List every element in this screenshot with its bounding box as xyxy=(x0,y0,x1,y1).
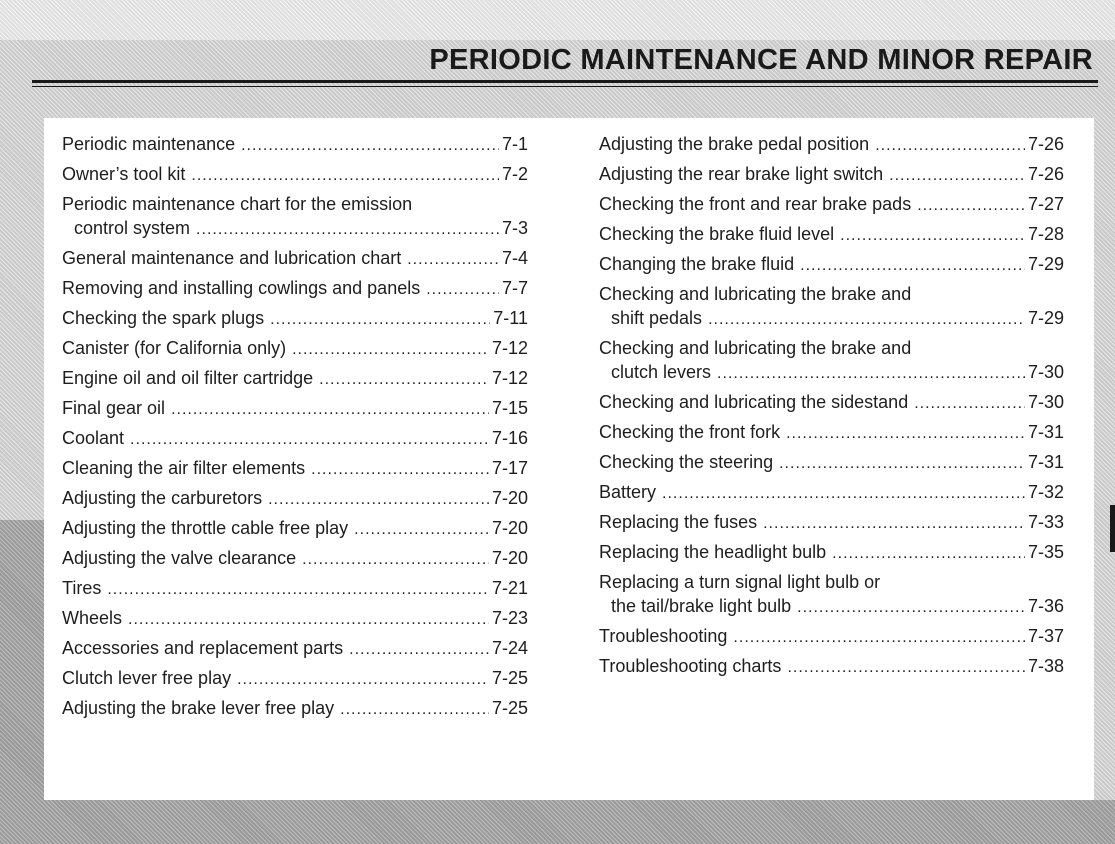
toc-entry xyxy=(599,252,1064,278)
toc-entry-title: Replacing the fuses xyxy=(599,512,758,532)
toc-page-number: 7-37 xyxy=(1027,626,1064,646)
toc-entry xyxy=(62,306,528,332)
dot-leader xyxy=(840,224,1025,248)
toc-page-number: 7-29 xyxy=(1027,254,1064,274)
toc-entry-title: Troubleshooting xyxy=(599,626,728,646)
toc-entry xyxy=(599,510,1064,536)
dot-leader xyxy=(786,422,1025,446)
toc-entry xyxy=(599,282,1064,332)
top-band xyxy=(0,0,1115,40)
toc-page-number: 7-36 xyxy=(1027,596,1064,616)
toc-page-number: 7-7 xyxy=(501,278,528,298)
toc-entry xyxy=(62,666,528,692)
toc-entry-line xyxy=(62,396,528,422)
toc-right-column xyxy=(599,132,1064,684)
toc-entry-line xyxy=(62,516,528,542)
toc-entry xyxy=(62,606,528,632)
toc-page-number: 7-30 xyxy=(1027,362,1064,382)
toc-entry-line xyxy=(62,666,528,692)
toc-entry-title: Adjusting the valve clearance xyxy=(62,548,297,568)
toc-entry-title: Adjusting the brake pedal position xyxy=(599,134,870,154)
toc-page-number: 7-23 xyxy=(491,608,528,628)
toc-page-number: 7-1 xyxy=(501,134,528,154)
dot-leader xyxy=(311,458,489,482)
toc-entry-title: Troubleshooting charts xyxy=(599,656,782,676)
toc-entry-line xyxy=(62,246,528,272)
toc-page-number: 7-25 xyxy=(491,698,528,718)
dot-leader xyxy=(130,428,489,452)
toc-entry-line xyxy=(62,636,528,662)
toc-entry xyxy=(599,570,1064,620)
toc-entry-line xyxy=(599,510,1064,536)
dot-leader xyxy=(319,368,489,392)
toc-entry-line xyxy=(599,132,1064,158)
page-title: PERIODIC MAINTENANCE AND MINOR REPAIR xyxy=(429,44,1093,76)
toc-page-number: 7-11 xyxy=(493,308,528,328)
toc-page-number: 7-35 xyxy=(1027,542,1064,562)
toc-page-number: 7-12 xyxy=(491,368,528,388)
toc-page-number: 7-25 xyxy=(491,668,528,688)
toc-entry xyxy=(62,276,528,302)
dot-leader xyxy=(914,392,1025,416)
toc-entry-line xyxy=(599,192,1064,218)
dot-leader xyxy=(196,218,499,242)
toc-entry-title: Checking and lubricating the brake and xyxy=(599,338,912,358)
toc-entry-title: Engine oil and oil filter cartridge xyxy=(62,368,314,388)
dot-leader xyxy=(763,512,1025,536)
toc-entry-title-cont: the tail/brake light bulb xyxy=(611,596,792,616)
toc-page-number: 7-4 xyxy=(501,248,528,268)
toc-entry-line xyxy=(62,216,528,242)
toc-page-number: 7-29 xyxy=(1027,308,1064,328)
dot-leader xyxy=(237,668,489,692)
toc-entry-title: Cleaning the air filter elements xyxy=(62,458,306,478)
toc-page-number: 7-15 xyxy=(491,398,528,418)
toc-entry-line xyxy=(599,450,1064,476)
toc-entry-line xyxy=(62,162,528,188)
toc-page-number: 7-38 xyxy=(1027,656,1064,676)
dot-leader xyxy=(787,656,1025,680)
toc-entry-title: Owner’s tool kit xyxy=(62,164,186,184)
toc-entry-line xyxy=(599,252,1064,278)
title-rule-thin xyxy=(32,86,1098,87)
toc-entry xyxy=(599,480,1064,506)
bottom-margin-shade xyxy=(0,800,1115,844)
toc-entry xyxy=(62,486,528,512)
toc-page-number: 7-32 xyxy=(1027,482,1064,502)
toc-page-number: 7-33 xyxy=(1027,512,1064,532)
toc-entry-title: Adjusting the throttle cable free play xyxy=(62,518,349,538)
toc-left-column xyxy=(62,132,528,726)
toc-page-number: 7-16 xyxy=(491,428,528,448)
dot-leader xyxy=(340,698,489,722)
toc-page-number: 7-2 xyxy=(501,164,528,184)
toc-entry-title: Changing the brake fluid xyxy=(599,254,795,274)
toc-entry-line xyxy=(599,654,1064,680)
toc-entry-title: Periodic maintenance xyxy=(62,134,236,154)
toc-entry xyxy=(62,132,528,158)
toc-entry-line xyxy=(62,456,528,482)
dot-leader xyxy=(800,254,1025,278)
toc-entry-line xyxy=(599,360,1064,386)
toc-entry-line xyxy=(599,624,1064,650)
toc-entry xyxy=(599,390,1064,416)
toc-entry xyxy=(62,162,528,188)
toc-entry-line xyxy=(62,366,528,392)
dot-leader xyxy=(270,308,490,332)
toc-entry xyxy=(62,696,528,722)
toc-entry-line xyxy=(62,306,528,332)
dot-leader xyxy=(171,398,489,422)
dot-leader xyxy=(241,134,499,158)
toc-entry xyxy=(62,546,528,572)
toc-entry xyxy=(599,654,1064,680)
toc-entry-title-cont: clutch levers xyxy=(611,362,712,382)
toc-entry-title: Checking and lubricating the sidestand xyxy=(599,392,909,412)
dot-leader xyxy=(917,194,1025,218)
toc-entry-title-cont: control system xyxy=(74,218,191,238)
toc-entry-line xyxy=(62,576,528,602)
toc-entry xyxy=(62,426,528,452)
toc-entry xyxy=(599,540,1064,566)
toc-panel xyxy=(44,118,1094,800)
toc-entry-title: Clutch lever free play xyxy=(62,668,232,688)
toc-page-number: 7-20 xyxy=(491,518,528,538)
toc-entry xyxy=(62,246,528,272)
toc-entry-line xyxy=(62,606,528,632)
dot-leader xyxy=(128,608,489,632)
toc-page-number: 7-24 xyxy=(491,638,528,658)
left-margin-shade xyxy=(0,520,44,844)
toc-entry xyxy=(599,336,1064,386)
dot-leader xyxy=(875,134,1025,158)
dot-leader xyxy=(733,626,1025,650)
dot-leader xyxy=(407,248,499,272)
toc-entry xyxy=(62,636,528,662)
toc-entry-title: Checking the front and rear brake pads xyxy=(599,194,912,214)
toc-entry xyxy=(62,366,528,392)
toc-entry-line xyxy=(62,276,528,302)
toc-entry-title: Final gear oil xyxy=(62,398,166,418)
toc-entry-title: Checking the front fork xyxy=(599,422,781,442)
toc-page-number: 7-21 xyxy=(491,578,528,598)
dot-leader xyxy=(107,578,489,602)
dot-leader xyxy=(426,278,499,302)
toc-entry-title: Accessories and replacement parts xyxy=(62,638,344,658)
toc-entry-line xyxy=(599,594,1064,620)
dot-leader xyxy=(191,164,499,188)
toc-entry xyxy=(599,162,1064,188)
dot-leader xyxy=(354,518,489,542)
chapter-tab-marker xyxy=(1110,505,1115,552)
toc-page-number: 7-30 xyxy=(1027,392,1064,412)
toc-entry-line xyxy=(599,222,1064,248)
toc-entry-title: Periodic maintenance chart for the emission xyxy=(62,194,413,214)
dot-leader xyxy=(832,542,1025,566)
dot-leader xyxy=(349,638,489,662)
toc-entry-line xyxy=(599,306,1064,332)
toc-entry-line xyxy=(599,390,1064,416)
toc-page-number: 7-26 xyxy=(1027,134,1064,154)
toc-entry xyxy=(599,450,1064,476)
toc-entry xyxy=(62,396,528,422)
toc-entry-title: Battery xyxy=(599,482,657,502)
toc-entry xyxy=(62,192,528,242)
toc-entry-title: Adjusting the rear brake light switch xyxy=(599,164,884,184)
dot-leader xyxy=(662,482,1025,506)
toc-page-number: 7-31 xyxy=(1027,422,1064,442)
dot-leader xyxy=(797,596,1025,620)
toc-entry xyxy=(62,576,528,602)
toc-entry-title: Adjusting the carburetors xyxy=(62,488,263,508)
toc-entry-title: General maintenance and lubrication chart xyxy=(62,248,402,268)
toc-entry-line xyxy=(599,420,1064,446)
title-rule xyxy=(32,80,1098,83)
dot-leader xyxy=(779,452,1025,476)
toc-page-number: 7-20 xyxy=(491,548,528,568)
dot-leader xyxy=(889,164,1025,188)
toc-entry-line xyxy=(62,696,528,722)
toc-entry-line xyxy=(599,162,1064,188)
dot-leader xyxy=(292,338,489,362)
toc-entry-title: Coolant xyxy=(62,428,125,448)
toc-entry xyxy=(599,132,1064,158)
toc-page-number: 7-27 xyxy=(1027,194,1064,214)
toc-entry-line xyxy=(62,486,528,512)
toc-entry-title: Removing and installing cowlings and panels xyxy=(62,278,421,298)
toc-entry-title: Checking the steering xyxy=(599,452,774,472)
toc-page-number: 7-28 xyxy=(1027,224,1064,244)
toc-entry-title: Checking the brake fluid level xyxy=(599,224,835,244)
toc-entry xyxy=(599,222,1064,248)
toc-entry xyxy=(599,420,1064,446)
toc-page-number: 7-26 xyxy=(1027,164,1064,184)
toc-entry-line xyxy=(599,540,1064,566)
toc-page-number: 7-17 xyxy=(491,458,528,478)
toc-entry-title: Replacing a turn signal light bulb or xyxy=(599,572,881,592)
toc-entry-line xyxy=(62,336,528,362)
dot-leader xyxy=(708,308,1025,332)
toc-entry-title: Checking the spark plugs xyxy=(62,308,265,328)
toc-entry-title: Tires xyxy=(62,578,102,598)
toc-entry-title: Replacing the headlight bulb xyxy=(599,542,827,562)
toc-entry-title: Checking and lubricating the brake and xyxy=(599,284,912,304)
toc-entry xyxy=(599,192,1064,218)
toc-page-number: 7-3 xyxy=(501,218,528,238)
dot-leader xyxy=(268,488,489,512)
toc-entry-line xyxy=(599,480,1064,506)
toc-entry-title-cont: shift pedals xyxy=(611,308,703,328)
toc-page-number: 7-31 xyxy=(1027,452,1064,472)
toc-entry-line xyxy=(62,426,528,452)
toc-entry-title: Adjusting the brake lever free play xyxy=(62,698,335,718)
toc-entry-line xyxy=(62,132,528,158)
toc-entry-line xyxy=(62,546,528,572)
toc-page-number: 7-20 xyxy=(491,488,528,508)
toc-entry xyxy=(62,516,528,542)
dot-leader xyxy=(302,548,489,572)
toc-entry xyxy=(62,336,528,362)
dot-leader xyxy=(717,362,1025,386)
toc-page-number: 7-12 xyxy=(491,338,528,358)
toc-entry-title: Canister (for California only) xyxy=(62,338,287,358)
toc-entry xyxy=(62,456,528,482)
toc-entry xyxy=(599,624,1064,650)
toc-entry-title: Wheels xyxy=(62,608,123,628)
